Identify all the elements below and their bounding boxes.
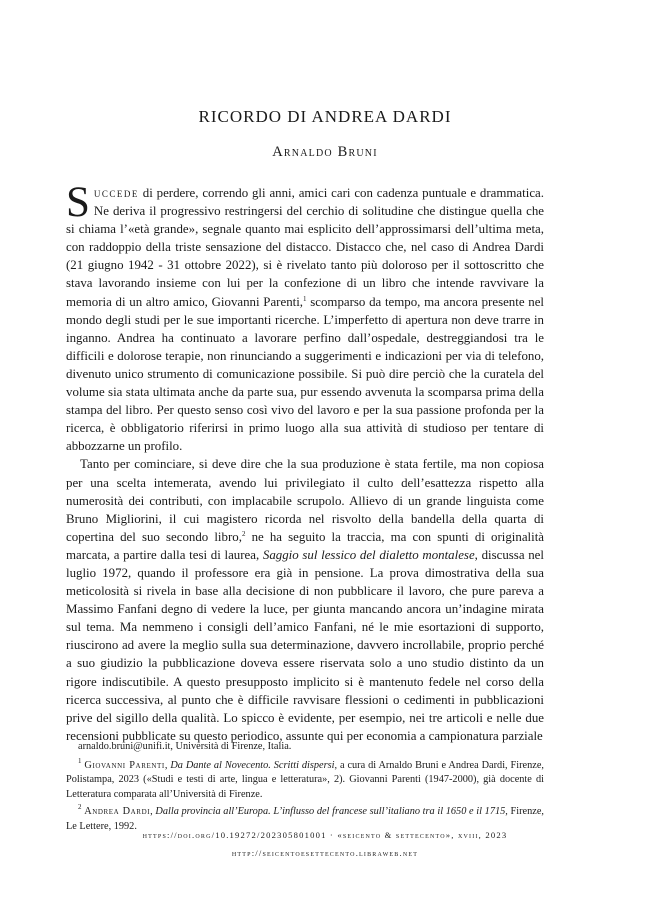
- paragraph-2-text-b: ne ha seguito la traccia, ma con spunti di originalità marcata, a partire dalla tesi di laurea,: [66, 529, 545, 562]
- footnote-1-author: Giovanni Parenti: [84, 759, 165, 771]
- footnote-ref-2[interactable]: 2: [241, 529, 246, 538]
- article-author: Arnaldo Bruni: [272, 144, 378, 160]
- drop-cap: S: [66, 179, 90, 226]
- thesis-title: Saggio sul lessico del dialetto montalese: [262, 547, 475, 562]
- footnote-2-number: 2: [78, 803, 82, 811]
- paragraph-2-text-c: , discussa nel luglio 1972, quando il professore era già in pensione. La prova dimostrativa della sua meticolosità si rivela in base alla decisione di non pubblicare il lavoro, che pure pareva a Massimo Fanfani degno di vedere la luce, per giunta mancando ancora un’indagine mirata sul tema. Ma nemmeno i consigli dell’amico Fanfani, né le mie esortazioni di supporto, riuscirono ad avere la meglio sulla sua determinazione, davvero incrollabile, proprio perché a suo giudizio la pubblicazione doveva essere riservata solo a uno studio distinto da un rigore indiscutibile. A questo presupposto implicito si è mantenuto fedele nel corso della ricerca successiva, al punto che è difficile ravvisare flessioni o cedimenti in pubblicazioni prive del sigillo della qualità. Lo spicco è evidente, per esempio, nei tre articoli e nelle due recensioni pubblicate su questo periodico, assunte qui per economia a campionatura parziale: [66, 547, 544, 743]
- footnote-2-text: , Firenze, Le Lettere, 1992.: [66, 806, 544, 832]
- footnote-1-text: , a cura di Arnaldo Bruni e Andrea Dardi, Firenze, Polistampa, 2023 («Studi e testi di arte, lingua e letteratura», 2). Giovanni Parenti (1947-2000), già docente di Letteratura comparata all’Università di Firenze.: [66, 759, 544, 800]
- footnote-2-author: Andrea Dardi: [84, 806, 151, 817]
- journal-url-link[interactable]: http://seicentoesettecento.libraweb.net: [231, 848, 419, 858]
- paragraph-2: [66, 455, 544, 745]
- doi-link[interactable]: https://doi.org/10.19272/202305801001 · «seicento & settecento», xviii, 2023: [142, 830, 508, 840]
- footnote-1-number: 1: [78, 756, 82, 765]
- footnote-1-title: Da Dante al Novecento. Scritti dispersi: [170, 759, 335, 771]
- paragraph-1-text-a: di perdere, correndo gli anni, amici cari con cadenza puntuale e drammatica. Ne deriva il progressivo restringersi del cerchio di solitudine che distingue quella che si chiama l’«età grande», segnale quanto mai esplicito dell’approssimarsi dell’ultima meta, con raddoppio della triste sensazione del distacco. Distacco che, nel caso di Andrea Dardi (21 giugno 1942 - 31 ottobre 2022), si è rivelato tanto più doloroso per il sottoscritto che stava lavorando insieme con lui per la confezione di un libro che intende ravvivare la memoria di un altro amico, Giovanni Parenti,: [66, 186, 544, 309]
- author-affiliation: arnaldo.bruni@unifi.it, Università di Firenze, Italia.: [78, 741, 292, 752]
- footnote-2-title: Dalla provincia all’Europa. L’influsso del francese sull’italiano tra il 1650 e il 1715: [155, 806, 506, 817]
- article-title: RICORDO DI ANDREA DARDI: [198, 107, 452, 126]
- article-body: [66, 179, 545, 745]
- paragraph-1: [66, 179, 545, 455]
- footnotes: [66, 740, 544, 834]
- footnote-1-sep: ,: [164, 759, 171, 771]
- footnote-ref-1[interactable]: 1: [303, 294, 307, 303]
- footnote-1: [66, 756, 544, 803]
- lead-word: uccede: [93, 186, 139, 200]
- paragraph-2-text-a: Tanto per cominciare, si deve dire che la sua produzione è stata fertile, ma non copiosa per una scelta intemerata, avendo lui privilegiato il culto dell’esattezza rispetto alla numerosità dei contributi, con implacabile scrupolo. Allievo di un grande linguista come Bruno Migliorini, il cui magistero ricorda nel risvolto della bandella della quarta di copertina del suo secondo libro,: [66, 457, 544, 544]
- paragraph-1-text-b: scomparso da tempo, ma ancora presente nel mondo degli studi per le sue importanti ricerche. L’imperfetto di apertura non deve trarre in inganno. Andrea ha continuato a lavorare perfino dall’ospedale, destreggiandosi tra le difficili e dolorose terapie, non rinunciando a suggerimenti e indicazioni per via di telefono, divenuto unico strumento di comunicazione possibile. Si può dire perciò che la curatela del volume sia stata ultimata anche da parte sua, pur essendo avvenuta la scomparsa prima della stampa del libro. Per questo senso così vivo del lavoro e per la sua passione profonda per la ricerca, è obbligatorio riferirsi in primo luogo alla sua attività di studioso per tentare di abbozzarne un profilo.: [66, 294, 545, 454]
- footnote-2-sep: ,: [150, 806, 156, 817]
